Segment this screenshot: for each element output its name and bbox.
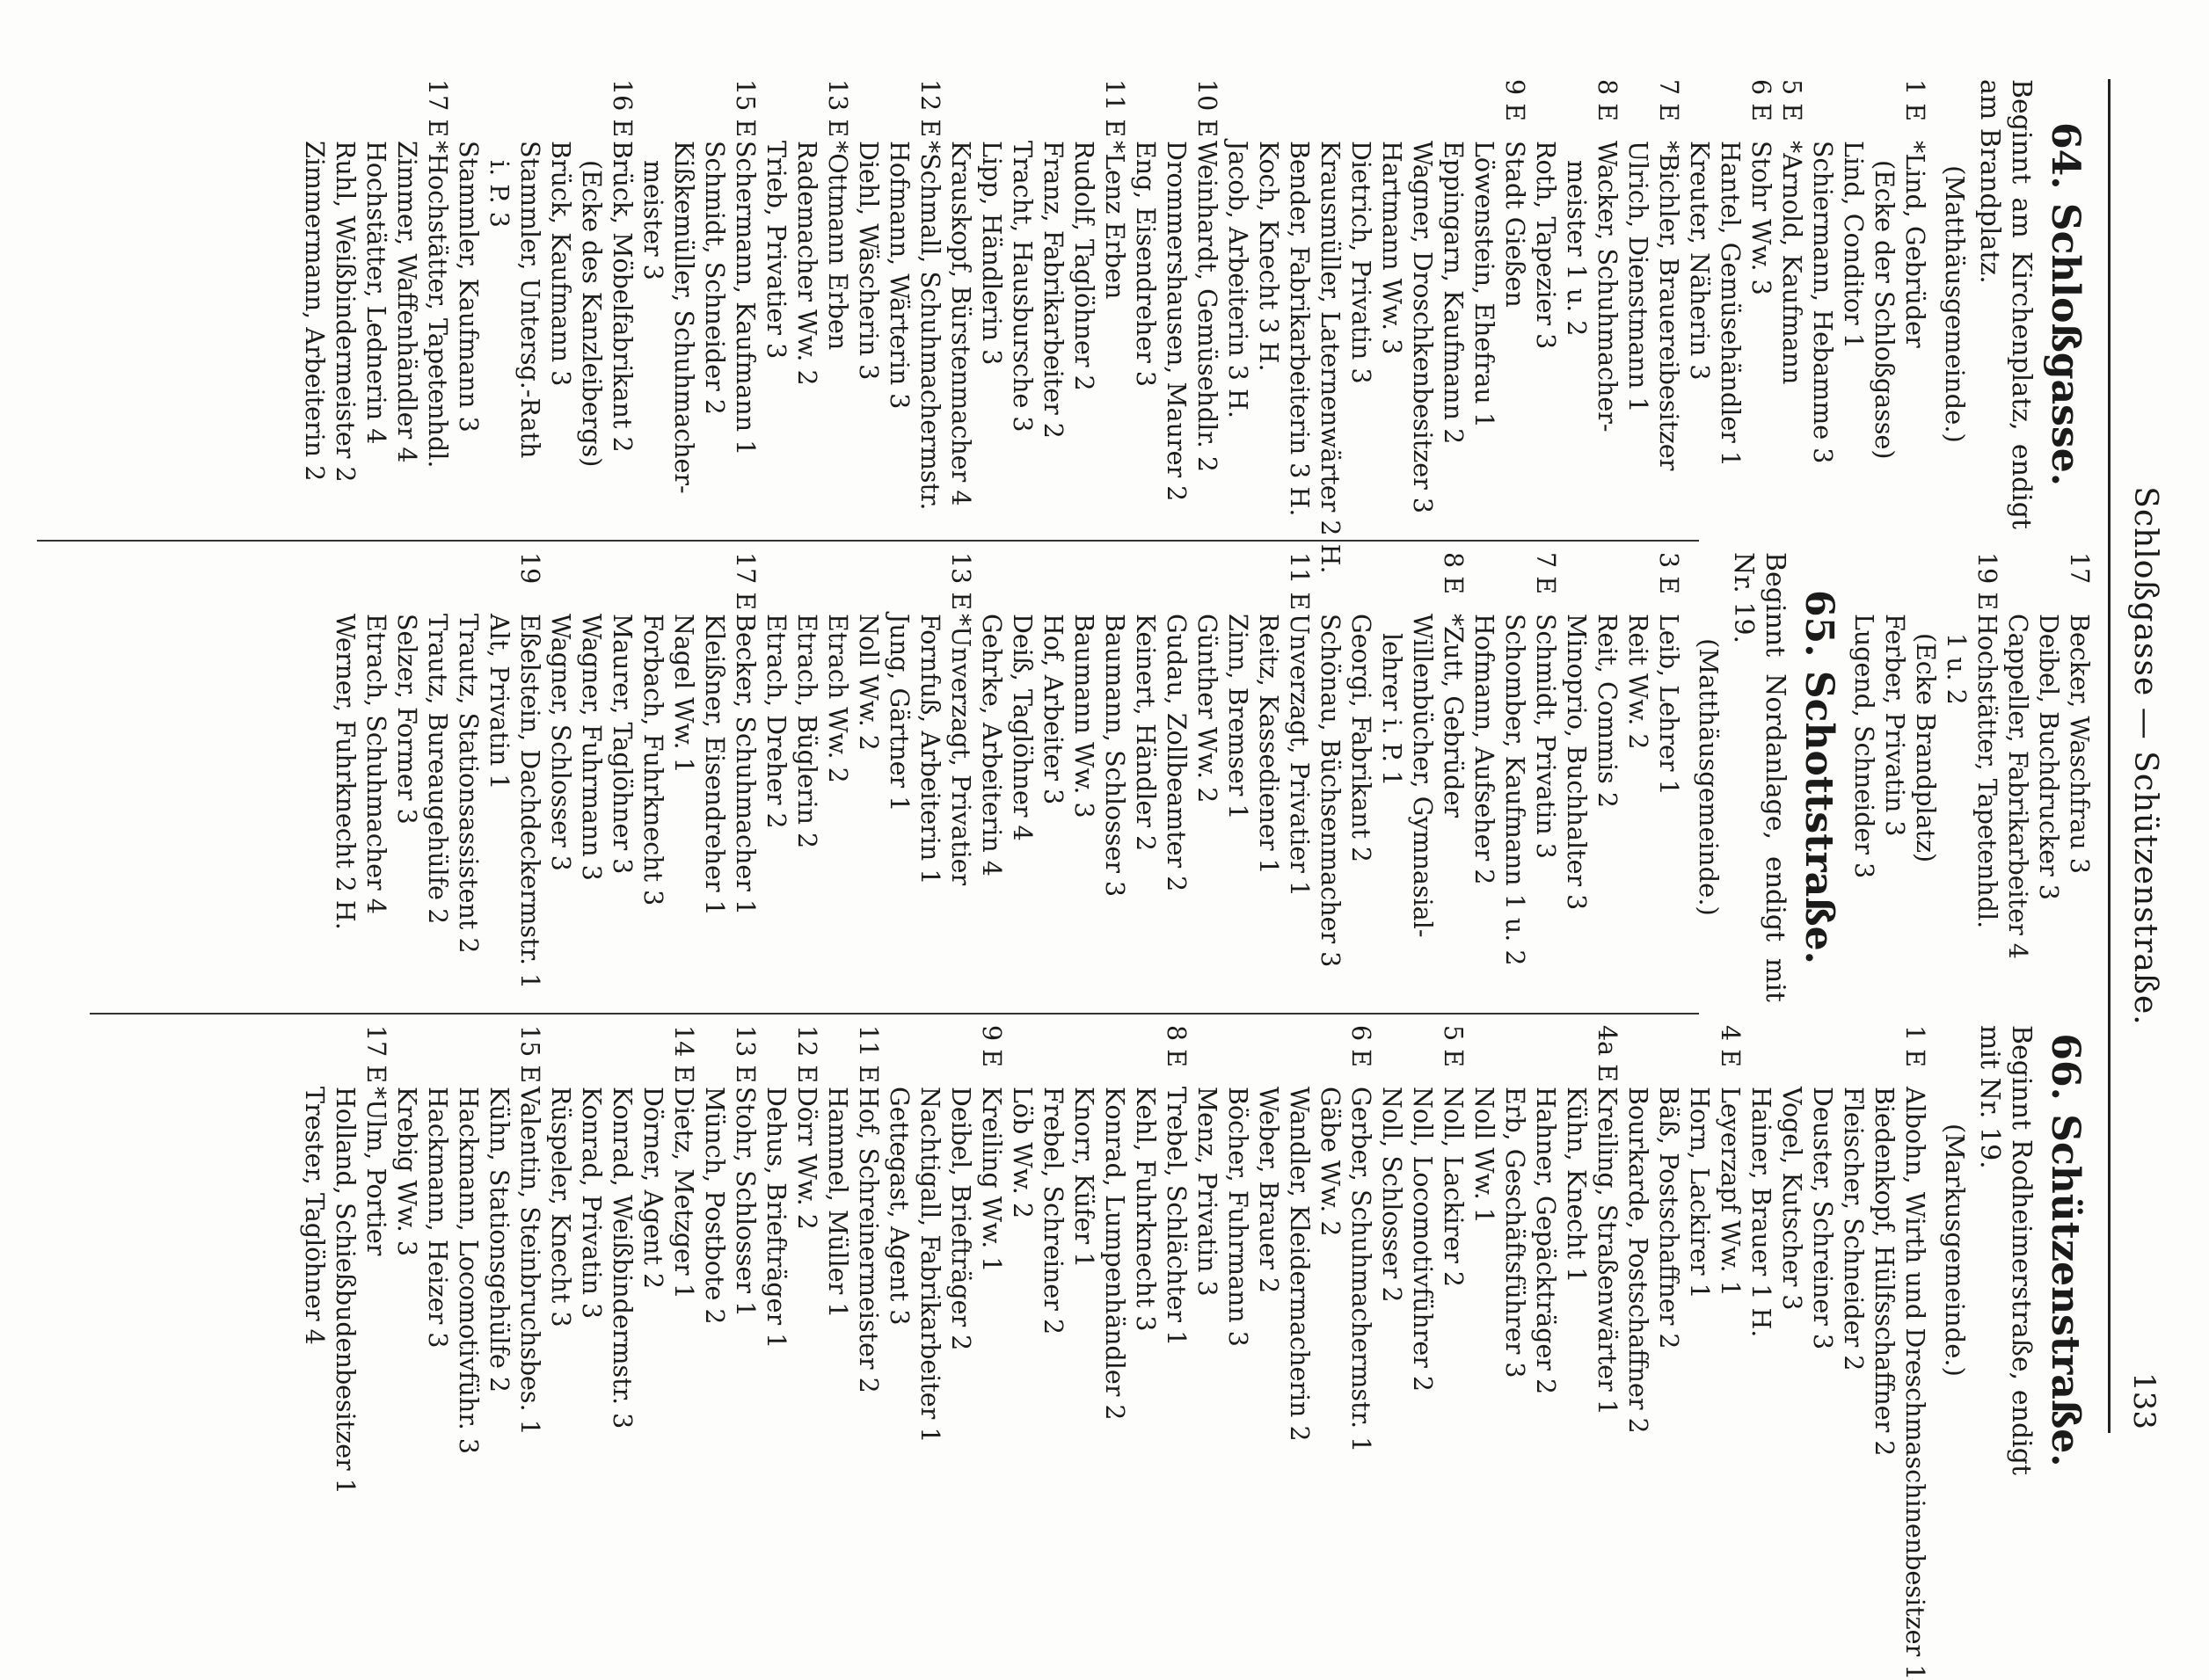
resident-line: Becker, Schuhmacher 1 xyxy=(731,614,760,916)
resident-line: Valentin, Steinbruchsbes. 1 xyxy=(515,1087,544,1436)
parish-note: (Matthäusgemeinde.) xyxy=(1940,165,1970,443)
resident-line: Maurer, Taglöhner 3 xyxy=(608,614,637,875)
resident-line: Lugend, Schneider 3 xyxy=(1849,614,1878,879)
resident-line: lehrer i. P. 1 xyxy=(1377,633,1406,787)
house-number: 12 E xyxy=(792,1025,821,1084)
residence-entry xyxy=(1561,552,1684,1002)
resident-lines xyxy=(976,614,1130,1002)
resident-line: Hantel, Gemüsehändler 1 xyxy=(1716,141,1745,468)
resident-line: Hochstätter, Lednerin 4 xyxy=(361,141,390,445)
resident-line: Biedenkopf, Hülfsschaffner 2 xyxy=(1870,1087,1899,1457)
resident-line: Deibel, Briefträger 2 xyxy=(946,1087,975,1351)
resident-line: *Bichler, Brauereibesitzer xyxy=(1654,141,1683,471)
street-description: Beginnt am Kirchenplatz, endigt am Brandplatz. xyxy=(1974,79,2037,529)
residence-entry xyxy=(699,1025,761,1475)
resident-line: *Lind, Gebrüder xyxy=(1900,141,1929,348)
resident-line: Holland, Schießbudenbesitzer 1 xyxy=(331,1087,360,1495)
resident-line: Zinn, Bremser 1 xyxy=(1223,614,1252,820)
resident-line: Eßelstein, Dachdeckermstr. 1 xyxy=(515,614,544,990)
resident-lines xyxy=(884,1087,1007,1475)
resident-line: Georgi, Fabrikant 2 xyxy=(1346,614,1375,862)
resident-line: Rüspeler, Knecht 3 xyxy=(546,1087,575,1327)
resident-line: Jung, Gärtner 1 xyxy=(885,614,914,812)
resident-lines xyxy=(299,141,453,529)
resident-line: Reit Ww. 2 xyxy=(1623,614,1652,750)
resident-lines xyxy=(761,1087,822,1475)
resident-line: Nagel Ww. 1 xyxy=(669,614,698,774)
resident-line: Stammler, Kaufmann 3 xyxy=(454,141,483,433)
resident-line: Noll, Schlosser 2 xyxy=(1377,1087,1406,1303)
resident-line: Konrad, Weißbindermstr. 3 xyxy=(608,1087,637,1429)
house-number: 3 E xyxy=(1654,552,1683,594)
residence-entry xyxy=(1469,552,1561,1002)
residence-entry xyxy=(1746,1025,1930,1680)
residence-entry xyxy=(1530,79,1622,529)
parish-note: (Matthäusgemeinde.) xyxy=(1694,638,1724,916)
house-number: 17 E xyxy=(423,79,452,138)
resident-line: Kreiling, Straßenwärter 1 xyxy=(1593,1087,1622,1415)
resident-line: Hainer, Brauer 1 H. xyxy=(1746,1087,1775,1338)
resident-line: Unverzagt, Privatier 1 xyxy=(1285,614,1314,898)
resident-line: (Ecke der Schloßgasse) xyxy=(1870,160,1899,460)
resident-line: Reit, Commis 2 xyxy=(1593,614,1622,808)
resident-line: Dietrich, Privatin 3 xyxy=(1346,141,1375,384)
resident-line: Stohr Ww. 3 xyxy=(1746,141,1775,295)
residence-entry xyxy=(1622,79,1684,529)
resident-line: Kreuter, Näherin 3 xyxy=(1685,141,1714,381)
resident-line: Bourkarde, Postschaffner 2 xyxy=(1623,1087,1652,1434)
residence-entry xyxy=(1469,1025,1622,1475)
resident-lines xyxy=(638,141,761,529)
resident-line: Rademacher Ww. 2 xyxy=(792,141,821,386)
resident-lines xyxy=(545,1087,699,1475)
resident-line: Frebel, Schreiner 2 xyxy=(1039,1087,1068,1335)
resident-line: Noll, Locomotivführer 2 xyxy=(1408,1087,1437,1393)
resident-lines xyxy=(1469,1087,1622,1475)
resident-line: Fornfuß, Arbeiterin 1 xyxy=(915,614,944,885)
house-number: 8 E xyxy=(1162,1025,1191,1067)
resident-line: Eng, Eisendreher 3 xyxy=(1131,141,1160,388)
resident-line: *Zutt, Gebrüder xyxy=(1439,614,1468,818)
residence-entry xyxy=(976,552,1130,1002)
resident-line: Trautz, Bureaugehülfe 2 xyxy=(423,614,452,925)
resident-line: Schmidt, Privatin 3 xyxy=(1531,614,1560,859)
house-number: 9 E xyxy=(977,1025,1006,1067)
resident-lines xyxy=(1684,141,1776,529)
residence-entry xyxy=(391,1025,545,1475)
house-number xyxy=(1807,79,1838,141)
resident-line: Kehl, Fuhrknecht 3 xyxy=(1131,1087,1160,1332)
street-title: 66. Schützenstraße. xyxy=(2043,1033,2088,1467)
resident-lines xyxy=(822,1087,884,1475)
resident-line: *Hochstätter, Tapetenhdl. xyxy=(423,141,452,469)
residence-entry xyxy=(945,79,1130,529)
resident-line: Wagner, Schlosser 3 xyxy=(546,614,575,871)
resident-line: Schomber, Kaufmann 1 u. 2 xyxy=(1500,614,1529,966)
house-number: 4 E xyxy=(1716,1025,1745,1067)
resident-line: Noll Ww. 2 xyxy=(854,614,883,751)
residence-entry xyxy=(330,552,545,1002)
resident-lines xyxy=(1746,1087,1930,1680)
column-divider xyxy=(90,1013,1699,1015)
resident-line: Münch, Postbote 2 xyxy=(700,1087,729,1325)
resident-line: Werner, Fuhrknecht 2 H. xyxy=(331,614,360,930)
resident-line: Roth, Tapezier 3 xyxy=(1531,141,1560,350)
resident-line: Diehl, Wäscherin 3 xyxy=(854,141,883,381)
resident-line: (Ecke des Kanzleibergs) xyxy=(577,160,606,468)
resident-line: *Ulm, Portier xyxy=(361,1087,390,1256)
residence-entry xyxy=(1192,1025,1376,1475)
house-number: 7 E xyxy=(1654,79,1683,121)
resident-line: Weinhardt, Gemüsehdlr. 2 xyxy=(1192,141,1221,473)
resident-line: Lind, Conditor 1 xyxy=(1839,141,1868,349)
resident-line: Ulrich, Dienstmann 1 xyxy=(1623,141,1652,413)
resident-line: Kißkemüller, Schuhmacher- xyxy=(669,141,698,494)
house-number: 1 E xyxy=(1900,79,1929,121)
resident-line: Wagner, Droschkenbesitzer 3 xyxy=(1408,141,1437,513)
resident-line: *Ottmann Erben xyxy=(823,141,852,351)
resident-line: Trieb, Privatier 3 xyxy=(762,141,791,360)
house-number: 7 E xyxy=(1531,552,1560,594)
resident-line: Willenbücher, Gymnasial- xyxy=(1408,614,1437,938)
resident-line: Gettegast, Agent 3 xyxy=(885,1087,914,1326)
resident-line: Hof, Arbeiter 3 xyxy=(1039,614,1068,805)
house-number: 5 E xyxy=(1777,79,1806,121)
resident-line: Ferber, Privatin 3 xyxy=(1880,614,1909,837)
resident-line: Krausmüller, Laternenwärter 2 H. xyxy=(1316,141,1345,574)
house-number: 9 E xyxy=(1500,79,1529,121)
residence-entry xyxy=(545,1025,699,1475)
resident-line: Deuster, Schreiner 3 xyxy=(1808,1087,1837,1350)
resident-line: Forbach, Fuhrknecht 3 xyxy=(638,614,667,906)
resident-lines xyxy=(330,614,545,1002)
resident-line: (Ecke Brandplatz) xyxy=(1911,633,1940,863)
resident-line: Fleischer, Schneider 2 xyxy=(1839,1087,1868,1371)
parish-note: (Markusgemeinde.) xyxy=(1940,1124,1970,1377)
resident-line: Dietz, Metzger 1 xyxy=(669,1087,698,1299)
resident-line: Minoprio, Buchhalter 3 xyxy=(1562,614,1591,911)
resident-line: *Schmall, Schuhmachermstr. xyxy=(915,141,944,511)
resident-line: Brück, Möbelfabrikant 2 xyxy=(608,141,637,453)
resident-lines xyxy=(1561,614,1684,1002)
resident-lines xyxy=(1469,614,1561,1002)
resident-line: Schermann, Kaufmann 1 xyxy=(731,141,760,456)
resident-line: Hof, Schreinermeister 2 xyxy=(854,1087,883,1393)
resident-lines xyxy=(945,141,1130,529)
resident-line: Alt, Privatin 1 xyxy=(485,614,514,790)
resident-lines xyxy=(1838,141,1930,529)
resident-line: Etrach, Schuhmacher 4 xyxy=(361,614,390,914)
resident-line: Bäß, Postschaffner 2 xyxy=(1654,1087,1683,1349)
residence-entry xyxy=(1838,79,1930,529)
house-number: 1 E xyxy=(1900,1025,1929,1067)
resident-line: Krauskopf, Bürstenmacher 4 xyxy=(946,141,975,506)
column-schottstrasse xyxy=(330,552,2095,1002)
residence-entry xyxy=(1622,1025,1746,1475)
resident-line: Vogel, Kutscher 3 xyxy=(1777,1087,1806,1311)
resident-line: Gerber, Schuhmachermstr. 1 xyxy=(1346,1087,1375,1453)
resident-lines xyxy=(761,614,976,1002)
resident-line: Koch, Knecht 3 H. xyxy=(1254,141,1283,372)
resident-lines xyxy=(1130,614,1315,1002)
resident-lines xyxy=(1315,614,1469,1002)
street-description: Beginnt Rodheimerstraße, endigt mit Nr. 19. xyxy=(1974,1025,2037,1475)
residence-entry xyxy=(761,552,976,1002)
resident-line: Ruhl, Weißbindermeister 2 xyxy=(331,141,360,483)
resident-line: Trautz, Stationsassistent 2 xyxy=(454,614,483,954)
resident-line: Dörr Ww. 2 xyxy=(792,1087,821,1230)
resident-line: Drommershausen, Maurer 2 xyxy=(1162,141,1191,502)
resident-line: Rudolf, Taglöhner 2 xyxy=(1069,141,1098,391)
resident-line: *Arnold, Kaufmann xyxy=(1777,141,1806,385)
page-number: 133 xyxy=(2126,1372,2162,1429)
resident-line: *Unverzagt, Privatier xyxy=(946,614,975,886)
resident-lines xyxy=(1007,1087,1192,1475)
residence-entry xyxy=(1315,552,1469,1002)
resident-lines xyxy=(761,141,853,529)
residence-entry xyxy=(1130,552,1315,1002)
resident-lines xyxy=(1376,1087,1469,1475)
running-title: Schloßgasse — Schützenstraße. xyxy=(2127,486,2163,1026)
house-number: 11 E xyxy=(1285,552,1314,611)
resident-lines xyxy=(699,1087,761,1475)
resident-line: 1 u. 2 xyxy=(1942,633,1971,705)
house-number: 17 E xyxy=(731,552,760,611)
house-number: 14 E xyxy=(669,1025,698,1084)
resident-line: Hofmann, Aufseher 2 xyxy=(1469,614,1498,885)
resident-line: Schiermann, Hebamme 3 xyxy=(1808,141,1837,464)
resident-lines xyxy=(1192,1087,1376,1475)
resident-line: Reitz, Kassediener 1 xyxy=(1254,614,1283,875)
house-number: 15 E xyxy=(731,79,760,138)
resident-line: Erb, Geschäftsführer 3 xyxy=(1500,1087,1529,1378)
resident-line: Nachtigall, Fabrikarbeiter 1 xyxy=(915,1087,944,1444)
house-number: 15 E xyxy=(515,1025,544,1084)
house-number: 17 E xyxy=(361,1025,390,1084)
resident-line: Knorr, Küfer 1 xyxy=(1069,1087,1098,1269)
resident-line: Hammel, Müller 1 xyxy=(823,1087,852,1319)
house-number: 8 E xyxy=(1593,79,1622,121)
street-title: 64. Schloßgasse. xyxy=(2043,121,2088,487)
resident-lines xyxy=(1530,141,1622,529)
column-schuetzenstrasse xyxy=(299,1025,2095,1680)
resident-line: Cappeller, Fabrikarbeiter 4 xyxy=(2003,614,2032,959)
house-number: 5 E xyxy=(1439,1025,1468,1067)
resident-lines xyxy=(299,1087,391,1495)
resident-line: Schönau, Büchsenmacher 3 xyxy=(1316,614,1345,968)
residence-entry xyxy=(2002,552,2095,1002)
house-number: 13 E xyxy=(823,79,852,138)
resident-line: Baumann Ww. 3 xyxy=(1069,614,1098,818)
resident-line: Schmidt, Schneider 2 xyxy=(700,141,729,415)
resident-line: Noll, Lackirer 2 xyxy=(1439,1087,1468,1288)
resident-lines xyxy=(1222,141,1284,529)
house-number: 12 E xyxy=(915,79,944,138)
resident-line: Trebel, Schlächter 1 xyxy=(1162,1087,1191,1347)
resident-lines xyxy=(1776,141,1807,529)
house-number: 16 E xyxy=(608,79,637,138)
resident-lines xyxy=(545,614,761,1002)
resident-line: Menz, Privatin 3 xyxy=(1192,1087,1221,1297)
resident-line: Baumann, Schlosser 3 xyxy=(1100,614,1129,898)
house-number: 13 E xyxy=(731,1025,760,1084)
residence-entry xyxy=(1130,79,1222,529)
resident-line: Franz, Fabrikarbeiter 2 xyxy=(1039,141,1068,439)
residence-entry xyxy=(1848,552,2002,1002)
resident-lines xyxy=(391,1087,545,1475)
resident-line: Hochstätter, Tapetenhdl. xyxy=(1972,614,2001,929)
resident-lines xyxy=(1130,141,1222,529)
resident-line: i. P. 3 xyxy=(485,160,514,228)
resident-lines xyxy=(1284,141,1530,574)
resident-line: Etrach, Büglerin 2 xyxy=(792,614,821,849)
residence-entry xyxy=(545,552,761,1002)
residence-entry xyxy=(1684,79,1776,529)
resident-line: Gehrke, Arbeiterin 4 xyxy=(977,614,1006,876)
resident-line: Wandler, Kleidermacherin 2 xyxy=(1285,1087,1314,1442)
resident-line: Albohn, Wirth und Dreschmaschinenbesitzer 1 xyxy=(1900,1087,1929,1680)
resident-line: meister 3 xyxy=(638,160,667,280)
house-number: 19 E xyxy=(1972,552,2001,611)
resident-line: Gäbe Ww. 2 xyxy=(1316,1087,1345,1237)
house-number: 11 E xyxy=(1100,79,1129,138)
resident-line: Noll Ww. 1 xyxy=(1469,1087,1498,1224)
resident-line: Deiß, Taglöhner 4 xyxy=(1008,614,1037,841)
resident-lines xyxy=(1622,141,1684,529)
page-header xyxy=(2118,70,2163,1442)
resident-line: Eppingarn, Kaufmann 2 xyxy=(1439,141,1468,445)
resident-lines xyxy=(1622,1087,1746,1475)
residence-entry xyxy=(1007,1025,1192,1475)
resident-line: Lipp, Händlerin 3 xyxy=(977,141,1006,366)
house-number: 17 xyxy=(2065,552,2094,585)
residence-entry xyxy=(761,1025,822,1475)
resident-lines xyxy=(853,141,945,529)
house-number: 10 E xyxy=(1192,79,1221,138)
residence-entry xyxy=(299,1025,391,1495)
resident-line: Brück, Kaufmann 3 xyxy=(546,141,575,387)
resident-line: Selzer, Former 3 xyxy=(392,614,421,825)
resident-line: Hackmann, Heizer 3 xyxy=(423,1087,452,1349)
residence-entry xyxy=(453,79,638,529)
resident-line: *Lenz Erben xyxy=(1100,141,1129,300)
house-number: 13 E xyxy=(946,552,975,611)
street-title: 65. Schottstraße. xyxy=(1797,590,1841,964)
house-number: 19 xyxy=(515,552,544,585)
resident-line: Krebig Ww. 3 xyxy=(392,1087,421,1257)
resident-line: Horn, Lackirer 1 xyxy=(1685,1087,1714,1299)
resident-line: Löwenstein, Ehefrau 1 xyxy=(1469,141,1498,428)
resident-line: Leyerzapf Ww. 1 xyxy=(1716,1087,1745,1297)
residence-entry xyxy=(1776,79,1807,529)
resident-line: Konrad, Lumpenhändler 2 xyxy=(1100,1087,1129,1421)
resident-line: Leib, Lehrer 1 xyxy=(1654,614,1683,796)
residence-entry xyxy=(1222,79,1284,529)
residence-entry xyxy=(853,79,945,529)
resident-lines xyxy=(453,141,638,529)
header-rule xyxy=(2108,79,2111,1433)
resident-line: Löb Ww. 2 xyxy=(1008,1087,1037,1218)
resident-line: Kühn, Knecht 1 xyxy=(1562,1087,1591,1284)
house-number: 6 E xyxy=(1746,79,1775,121)
resident-line: Keinert, Händler 2 xyxy=(1131,614,1160,852)
resident-line: Bender, Fabrikarbeiterin 3 H. xyxy=(1285,141,1314,517)
resident-lines xyxy=(1807,141,1838,529)
column-divider xyxy=(37,540,1699,542)
house-number: 11 E xyxy=(854,1025,883,1084)
resident-line: Zimmermann, Arbeiterin 2 xyxy=(300,141,329,482)
resident-line: Böcher, Fuhrmann 3 xyxy=(1223,1087,1252,1347)
house-number xyxy=(976,552,1130,614)
resident-line: Kreiling Ww. 1 xyxy=(977,1087,1006,1273)
residence-entry xyxy=(299,79,453,529)
resident-line: Zimmer, Waffenhändler 4 xyxy=(392,141,421,463)
house-number: 6 E xyxy=(1346,1025,1375,1067)
house-number: 8 E xyxy=(1439,552,1468,594)
resident-line: Tracht, Hausbursche 3 xyxy=(1008,141,1037,433)
resident-line: Konrad, Privatin 3 xyxy=(577,1087,606,1320)
resident-line: Weber, Brauer 2 xyxy=(1254,1087,1283,1294)
residence-entry xyxy=(1376,1025,1469,1475)
street-description: Beginnt Nordanlage, endigt mit Nr. 19. xyxy=(1728,552,1790,1002)
resident-line: Stohr, Schlosser 1 xyxy=(731,1087,760,1318)
resident-line: Dehus, Briefträger 1 xyxy=(762,1087,791,1349)
residence-entry xyxy=(638,79,761,529)
resident-line: Trester, Taglöhner 4 xyxy=(300,1087,329,1345)
resident-line: Gudau, Zollbeamter 2 xyxy=(1162,614,1191,892)
residence-entry xyxy=(884,1025,1007,1475)
resident-line: Kühn, Stationsgehülfe 2 xyxy=(485,1087,514,1393)
resident-line: Wacker, Schuhmacher- xyxy=(1593,141,1622,433)
residence-entry xyxy=(761,79,853,529)
resident-line: Etrach Ww. 2 xyxy=(823,614,852,783)
residence-entry xyxy=(1807,79,1838,529)
resident-line: Hahner, Gepäckträger 2 xyxy=(1531,1087,1560,1395)
resident-line: Jacob, Arbeiterin 3 H. xyxy=(1223,141,1252,418)
house-number: 4a E xyxy=(1593,1025,1622,1082)
resident-line: Stadt Gießen xyxy=(1500,141,1529,308)
resident-line: meister 1 u. 2 xyxy=(1562,160,1591,337)
resident-line: Becker, Waschfrau 3 xyxy=(2065,614,2094,874)
resident-line: Wagner, Fuhrmann 3 xyxy=(577,614,606,881)
house-number xyxy=(1222,79,1284,141)
resident-line: Deibel, Buchdrucker 3 xyxy=(2034,614,2063,900)
resident-line: Hackmann, Locomotivführ. 3 xyxy=(454,1087,483,1454)
residence-entry xyxy=(822,1025,884,1475)
resident-lines xyxy=(2002,614,2095,1002)
resident-line: Stammler, Untersg.-Rath xyxy=(515,141,544,459)
resident-lines xyxy=(1848,614,2002,1002)
resident-line: Hofmann, Wärterin 3 xyxy=(885,141,914,410)
resident-line: Hartmann Ww. 3 xyxy=(1377,141,1406,355)
resident-line: Günther Ww. 2 xyxy=(1192,614,1221,804)
resident-line: Etrach, Dreher 2 xyxy=(762,614,791,829)
resident-line: Kleißner, Eisendreher 1 xyxy=(700,614,729,916)
resident-line: Dörner, Agent 2 xyxy=(638,1087,667,1290)
